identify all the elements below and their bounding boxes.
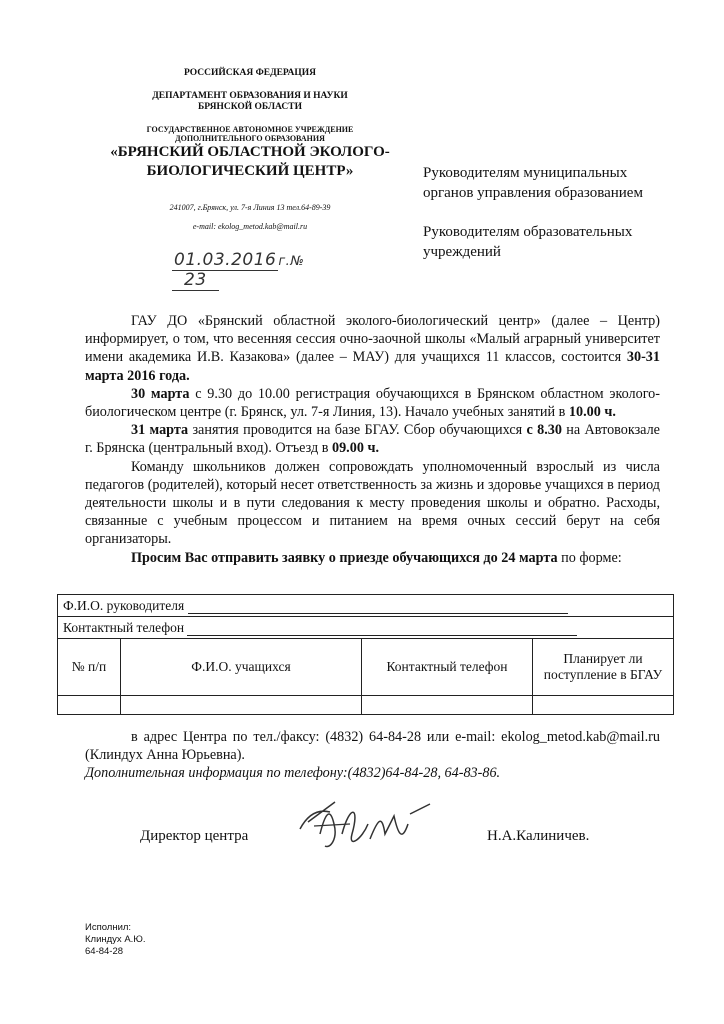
form-row-phone bbox=[58, 617, 674, 639]
application-form-table bbox=[57, 594, 674, 715]
letter-body bbox=[85, 312, 660, 567]
signature-row bbox=[140, 824, 660, 854]
letterhead-institution-type: ГОСУДАРСТВЕННОЕ АВТОНОМНОЕ УЧРЕЖДЕНИЕ bbox=[146, 125, 354, 134]
additional-info: Дополнительная информация по телефону:(4832)64-84-28, 64-83-86. bbox=[85, 765, 501, 781]
paragraph-3 bbox=[85, 421, 660, 457]
session-dates: 30-31 марта 2016 года. bbox=[85, 349, 660, 384]
form-row-leader bbox=[58, 595, 674, 617]
director-title: Директор центра bbox=[140, 828, 249, 844]
form-cell-leader bbox=[58, 595, 674, 617]
form-header-row bbox=[58, 639, 674, 696]
day-1-label: 30 марта bbox=[131, 385, 190, 402]
empty-cell-3 bbox=[362, 696, 533, 715]
closing-block bbox=[85, 728, 660, 782]
executor-block bbox=[85, 922, 146, 958]
letterhead-org-name-1: «БРЯНСКИЙ ОБЛАСТНОЙ ЭКОЛОГО- bbox=[110, 144, 390, 160]
letterhead-region: БРЯНСКОЙ ОБЛАСТИ bbox=[197, 102, 302, 112]
letterhead-institution-subtype: ДОПОЛНИТЕЛЬНОГО ОБРАЗОВАНИЯ bbox=[175, 134, 325, 143]
header-students: Ф.И.О. учащихся bbox=[121, 639, 362, 696]
paragraph-5 bbox=[85, 549, 660, 567]
letterhead-department: ДЕПАРТАМЕНТ ОБРАЗОВАНИЯ И НАУКИ bbox=[152, 91, 348, 101]
executor-phone: 64-84-28 bbox=[85, 946, 124, 957]
phone-label: Контактный телефон bbox=[63, 619, 185, 635]
header-plans-bgau: Планирует ли поступление в БГАУ bbox=[533, 639, 674, 696]
paragraph-4: Команду школьников должен сопровождать уполномоченный взрослый из числа педагогов (родителей), который несет ответственность за жизнь и здоровье учащихся в период деятельности школы и в пути следования к месту проведения школы и обратно. Расходы, связанные с учебным процессом и питанием на время очных сессий берут на себя организаторы. bbox=[85, 458, 660, 548]
departure-time: 09.00 ч. bbox=[331, 440, 380, 457]
letterhead-country: РОССИЙСКАЯ ФЕДЕРАЦИЯ bbox=[183, 68, 317, 78]
letterhead bbox=[60, 68, 440, 231]
letterhead-address: 241007, г.Брянск, ул. 7-я Линия 13 тел.64-89-39 bbox=[169, 203, 331, 212]
handwritten-signature bbox=[290, 794, 450, 864]
recipient-block-2 bbox=[423, 222, 713, 262]
empty-cell-1 bbox=[58, 696, 121, 715]
form-empty-row bbox=[58, 696, 674, 715]
outgoing-date: 01.03.2016 bbox=[174, 250, 277, 270]
form-cell-phone bbox=[58, 617, 674, 639]
day-2-label: 31 марта bbox=[131, 422, 189, 439]
outgoing-date-number bbox=[172, 250, 332, 290]
empty-cell-2 bbox=[121, 696, 362, 715]
paragraph-5-text: по форме: bbox=[557, 549, 622, 566]
director-name: Н.А.Калиничев. bbox=[487, 828, 590, 844]
number-sign: № bbox=[290, 254, 305, 269]
recipient-1-line-2: органов управления образованием bbox=[423, 185, 643, 201]
recipient-2-line-1: Руководителям образовательных bbox=[423, 224, 633, 240]
executor-name: Клиндух А.Ю. bbox=[85, 934, 146, 945]
phone-fill-line bbox=[187, 621, 577, 636]
header-contact-phone: Контактный телефон bbox=[362, 639, 533, 696]
leader-fill-line bbox=[188, 599, 568, 614]
paragraph-3-text-a: занятия проводится на базе БГАУ. Сбор обучающихся bbox=[188, 422, 527, 439]
paragraph-3-text-b: на Автовокзале г. Брянска (центральный вход). Отъезд в bbox=[85, 422, 660, 457]
outgoing-number: 23 bbox=[172, 270, 219, 291]
paragraph-2 bbox=[85, 385, 660, 421]
leader-label: Ф.И.О. руководителя bbox=[63, 597, 185, 613]
recipient-1-line-1: Руководителям муниципальных bbox=[423, 165, 628, 181]
letterhead-email: e-mail: ekolog_metod.kab@mail.ru bbox=[192, 222, 308, 231]
letterhead-org-name-2: БИОЛОГИЧЕСКИЙ ЦЕНТР» bbox=[146, 163, 354, 179]
header-number: № п/п bbox=[58, 639, 121, 696]
executor-label: Исполнил: bbox=[85, 922, 132, 933]
paragraph-1 bbox=[85, 312, 660, 385]
class-start-time: 10.00 ч. bbox=[568, 404, 616, 421]
paragraph-2-text: с 9.30 до 10.00 регистрация обучающихся в Брянском областном эколого-биологическом центре (г. Брянск, ул. 7-я Линия, 13). Начало учебных занятий в bbox=[85, 385, 660, 421]
recipient-block-1 bbox=[423, 163, 713, 203]
paragraph-1-text: ГАУ ДО «Брянский областной эколого-биологический центр» (далее – Центр) информирует, о том, что весенняя сессия очно-заочной школы «Малый аграрный университет имени академика И.В. Казакова» (далее – МАУ) для учащихся 11 классов, состоится bbox=[85, 313, 660, 366]
request-deadline: Просим Вас отправить заявку о приезде обучающихся до 24 марта bbox=[131, 549, 558, 566]
date-year-suffix: г. bbox=[278, 254, 291, 269]
recipient-2-line-2: учреждений bbox=[423, 244, 501, 260]
gathering-time: с 8.30 bbox=[526, 422, 562, 439]
closing-contacts: в адрес Центра по тел./факсу: (4832) 64-84-28 или e-mail: ekolog_metod.kab@mail.ru (Клиндух Анна Юрьевна). bbox=[85, 729, 660, 763]
empty-cell-4 bbox=[533, 696, 674, 715]
